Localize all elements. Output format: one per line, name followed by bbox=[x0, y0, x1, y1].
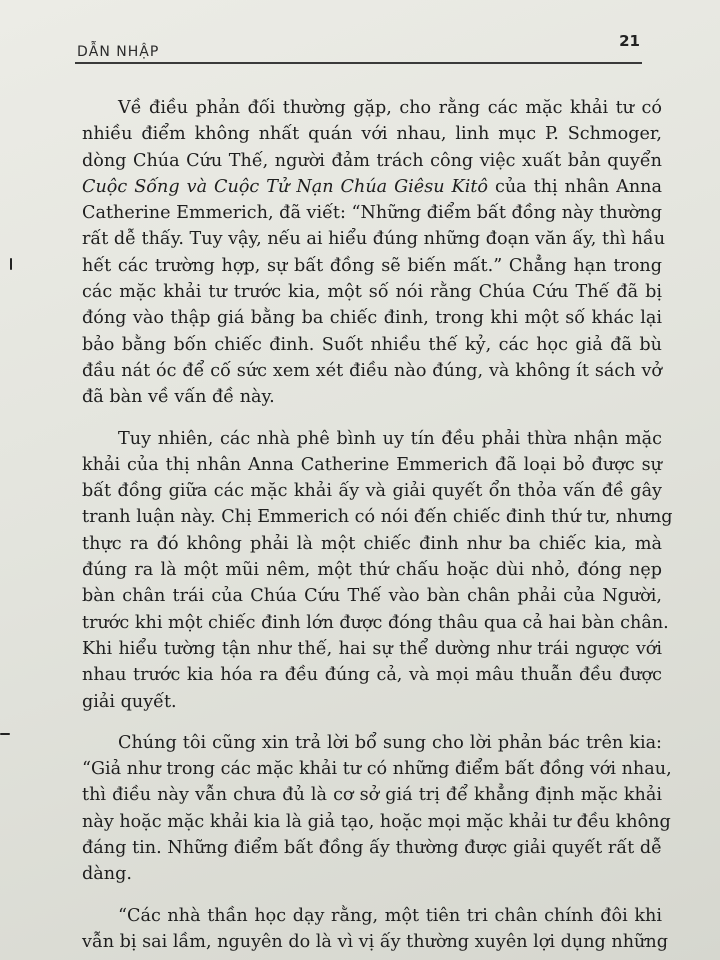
text-line: trước khi một chiếc đinh lớn được đóng thâu qua cả hai bàn chân. bbox=[82, 612, 669, 633]
text-line: vẫn bị sai lầm, nguyên do là vì vị ấy thường xuyên lợi dụng những bbox=[82, 931, 668, 952]
text-line: nhau trước kia hóa ra đều đúng cả, và mọi mâu thuẫn đều được bbox=[82, 665, 662, 686]
text-line bbox=[82, 174, 662, 200]
page-number: 21 bbox=[619, 32, 640, 50]
text-line: nhiều điểm không nhất quán với nhau, linh mục P. Schmoger, bbox=[82, 124, 662, 145]
text-segment: của thị nhân Anna bbox=[488, 176, 662, 197]
text-line: bàn chân trái của Chúa Cứu Thế vào bàn chân phải của Người, bbox=[82, 586, 662, 607]
text-line: đóng vào thập giá bằng ba chiếc đinh, trong khi một số khác lại bbox=[82, 308, 662, 329]
text-line: đầu nát óc để cố sức xem xét điều nào đúng, và không ít sách vở bbox=[82, 360, 662, 381]
text-line: rất dễ thấy. Tuy vậy, nếu ai hiểu đúng những đoạn văn ấy, thì hầu bbox=[82, 229, 666, 250]
book-title-italic: Cuộc Sống và Cuộc Tử Nạn Chúa Giêsu Kitô bbox=[82, 176, 488, 197]
text-line: tranh luận này. Chị Emmerich có nói đến chiếc đinh thứ tư, nhưng bbox=[82, 507, 673, 528]
text-line: khải của thị nhân Anna Catherine Emmerich đã loại bỏ được sự bbox=[82, 454, 662, 475]
paragraph-1 bbox=[82, 95, 666, 411]
text-line: dòng Chúa Cứu Thế, người đảm trách công việc xuất bản quyển bbox=[82, 150, 662, 171]
text-line: Tuy nhiên, các nhà phê bình uy tín đều phải thừa nhận mặc bbox=[118, 428, 662, 449]
paragraph-4 bbox=[82, 903, 668, 956]
text-line: dàng. bbox=[82, 864, 132, 885]
text-line: thực ra đó không phải là một chiếc đinh như ba chiếc kia, mà bbox=[82, 533, 662, 554]
body-text bbox=[82, 95, 673, 960]
running-header bbox=[75, 32, 642, 64]
chapter-title: DẪN NHẬP bbox=[77, 44, 160, 60]
text-line: Chúng tôi cũng xin trả lời bổ sung cho lời phản bác trên kia: bbox=[118, 732, 662, 753]
text-line: giải quyết. bbox=[82, 691, 177, 712]
margin-mark bbox=[10, 258, 12, 270]
text-line: Về điều phản đối thường gặp, cho rằng các mặc khải tư có bbox=[118, 98, 662, 118]
text-line: đúng ra là một mũi nêm, một thứ chấu hoặc dùi nhỏ, đóng nẹp bbox=[82, 560, 662, 581]
text-line: đáng tin. Những điểm bất đồng ấy thường được giải quyết rất dễ bbox=[82, 838, 662, 859]
text-line: đã bàn về vấn đề này. bbox=[82, 387, 275, 408]
paragraph-2 bbox=[82, 426, 673, 715]
text-line: hết các trường hợp, sự bất đồng sẽ biến mất.” Chẳng hạn trong bbox=[82, 255, 662, 276]
text-line: Khi hiểu tường tận như thế, hai sự thể dường như trái ngược với bbox=[82, 638, 662, 659]
text-line: bất đồng giữa các mặc khải ấy và giải quyết ổn thỏa vấn đề gây bbox=[82, 481, 662, 502]
text-line: Catherine Emmerich, đã viết: “Những điểm bất đồng này thường bbox=[82, 203, 662, 224]
margin-mark bbox=[0, 733, 10, 735]
text-line: này hoặc mặc khải kia là giả tạo, hoặc mọi mặc khải tư đều không bbox=[82, 811, 671, 832]
text-line: “Các nhà thần học dạy rằng, một tiên tri chân chính đôi khi bbox=[118, 905, 662, 926]
text-line: thì điều này vẫn chưa đủ là cơ sở giá trị để khẳng định mặc khải bbox=[82, 785, 662, 806]
text-line: bảo bằng bốn chiếc đinh. Suốt nhiều thế kỷ, các học giả đã bù bbox=[82, 334, 662, 355]
paragraph-3 bbox=[82, 730, 672, 888]
text-line: các mặc khải tư trước kia, một số nói rằng Chúa Cứu Thế đã bị bbox=[82, 282, 662, 303]
text-line: “Giả như trong các mặc khải tư có những điểm bất đồng với nhau, bbox=[82, 759, 672, 780]
